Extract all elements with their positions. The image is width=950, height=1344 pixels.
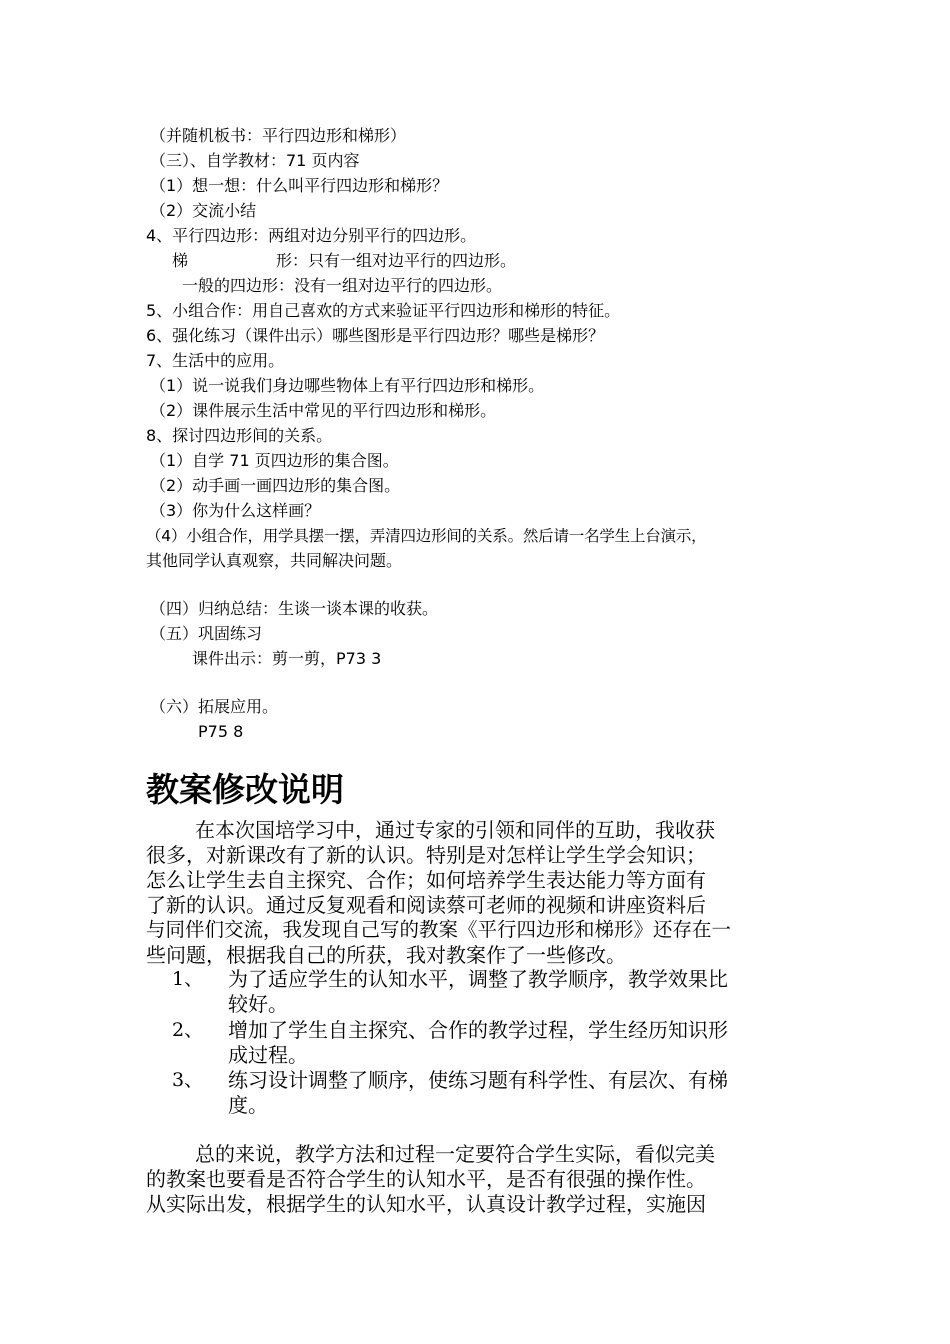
plan-line-consolidate: （五）巩固练习 xyxy=(150,624,263,643)
plan-line-cut: 课件出示：剪一剪，P73 3 xyxy=(192,649,382,668)
plan-line-extend: （六）拓展应用。 xyxy=(150,697,279,716)
plan-line-self-study-71: （1）自学 71 页四边形的集合图。 xyxy=(150,451,399,470)
revision-item-text: 度。 xyxy=(228,1093,268,1117)
revision-item-text: 为了适应学生的认知水平，调整了教学顺序，教学效果比 xyxy=(228,967,728,991)
plan-line-relationship: 8、探讨四边形间的关系。 xyxy=(146,426,333,445)
revision-item-text: 练习设计调整了顺序，使练习题有科学性、有层次、有梯 xyxy=(228,1068,728,1092)
plan-line-p75: P75 8 xyxy=(198,722,244,741)
intro-line: 很多，对新课改有了新的认识。特别是对怎样让学生学会知识； xyxy=(146,843,706,867)
summary-line: 的教案也要看是否符合学生的认知水平，是否有很强的操作性。 xyxy=(146,1167,706,1191)
plan-line-application: 7、生活中的应用。 xyxy=(146,351,285,370)
intro-line: 了新的认识。通过反复观看和阅读蔡可老师的视频和讲座资料后 xyxy=(146,893,706,917)
plan-line-trapezoid-char: 梯 xyxy=(172,251,189,270)
plan-line-show: （2）课件展示生活中常见的平行四边形和梯形。 xyxy=(150,401,497,420)
revision-item-text: 成过程。 xyxy=(228,1043,308,1067)
plan-line-self-study: （三）、自学教材：71 页内容 xyxy=(150,151,360,170)
plan-line-summary: （四）归纳总结：生谈一谈本课的收获。 xyxy=(150,599,439,618)
plan-line-group-work: 5、小组合作：用自己喜欢的方式来验证平行四边形和梯形的特征。 xyxy=(146,301,621,320)
intro-line: 怎么让学生去自主探究、合作；如何培养学生表达能力等方面有 xyxy=(146,868,706,892)
summary-line: 从实际出发，根据学生的认知水平，认真设计教学过程，实施因 xyxy=(146,1192,706,1216)
plan-line-trapezoid-def: 形：只有一组对边平行的四边形。 xyxy=(276,251,517,270)
intro-line: 在本次国培学习中，通过专家的引领和同伴的互助，我收获 xyxy=(195,818,715,842)
plan-line-group-demo-cont: 其他同学认真观察，共同解决问题。 xyxy=(146,551,403,570)
plan-line-board-note: （并随机板书：平行四边形和梯形） xyxy=(150,126,407,145)
summary-line: 总的来说，教学方法和过程一定要符合学生实际，看似完美 xyxy=(195,1142,715,1166)
plan-line-group-demo: （4）小组合作，用学具摆一摆，弄清四边形间的关系。然后请一名学生上台演示， xyxy=(146,527,707,545)
plan-line-say: （1）说一说我们身边哪些物体上有平行四边形和梯形。 xyxy=(150,376,545,395)
revision-item-number: 2、 xyxy=(172,1019,204,1041)
intro-line: 与同伴们交流，我发现自己写的教案《平行四边形和梯形》还存在一 xyxy=(146,918,732,941)
revision-item-number: 1、 xyxy=(172,968,204,990)
plan-line-quadrilateral-def: 一般的四边形：没有一组对边平行的四边形。 xyxy=(182,276,503,295)
revision-item-text: 较好。 xyxy=(228,992,288,1016)
revision-title: 教案修改说明 xyxy=(146,770,344,809)
intro-line: 些问题，根据我自己的所获，我对教案作了一些修改。 xyxy=(146,943,626,967)
plan-line-practice: 6、强化练习（课件出示）哪些图形是平行四边形？哪些是梯形？ xyxy=(146,326,605,345)
revision-item-text: 增加了学生自主探究、合作的教学过程，学生经历知识形 xyxy=(228,1018,728,1042)
plan-line-parallelogram-def: 4、平行四边形：两组对边分别平行的四边形。 xyxy=(146,226,477,245)
plan-line-draw: （2）动手画一画四边形的集合图。 xyxy=(150,476,401,495)
plan-line-exchange: （2）交流小结 xyxy=(150,201,257,220)
plan-line-why: （3）你为什么这样画？ xyxy=(150,501,321,520)
plan-line-think: （1）想一想：什么叫平行四边形和梯形？ xyxy=(150,176,449,195)
revision-item-number: 3、 xyxy=(172,1069,204,1091)
